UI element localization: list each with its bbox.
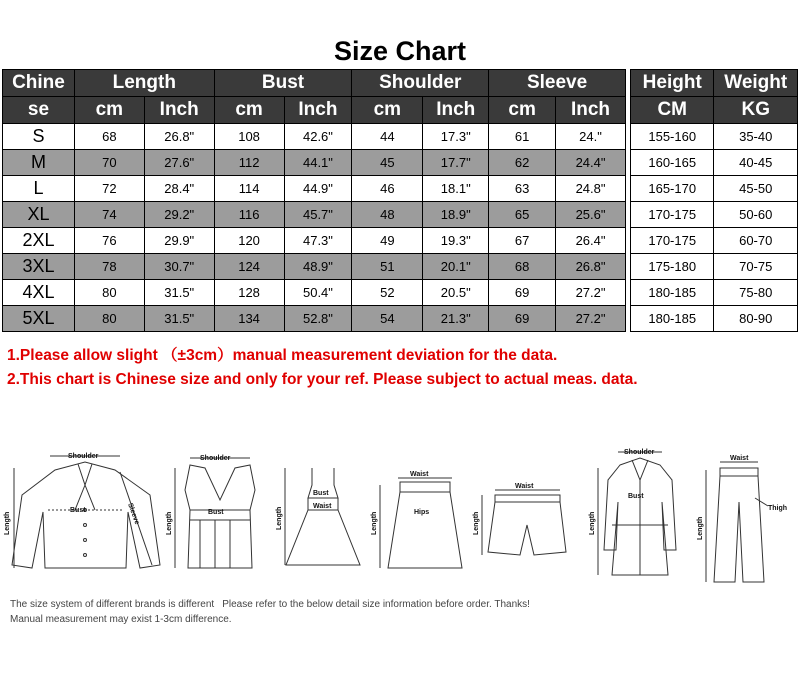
table-cell: 27.6" — [144, 150, 214, 176]
header-unit: Inch — [423, 97, 489, 124]
table-cell: 46 — [352, 176, 423, 202]
table-cell: 26.4" — [556, 228, 626, 254]
table-cell: 69 — [489, 306, 556, 332]
label-bust: Bust — [70, 507, 86, 514]
table-cell: 69 — [489, 280, 556, 306]
table-cell: 17.7" — [423, 150, 489, 176]
table-cell: 28.4" — [144, 176, 214, 202]
table-cell: 17.3" — [423, 124, 489, 150]
table-cell: 47.3" — [284, 228, 352, 254]
skirt-icon — [380, 478, 462, 568]
table-cell: 67 — [489, 228, 556, 254]
footer-line: Manual measurement may exist 1-3cm difference. — [10, 614, 232, 625]
label-length: Length — [276, 506, 283, 530]
table-cell: 120 — [214, 228, 284, 254]
label-length: Length — [473, 511, 480, 535]
table-row — [631, 124, 798, 150]
table-cell: 40-45 — [714, 150, 798, 176]
header-unit: CM — [631, 97, 714, 124]
table-cell: 31.5" — [144, 306, 214, 332]
label-length: Length — [166, 511, 173, 535]
label-shoulder: Shoulder — [624, 449, 655, 456]
table-cell: 114 — [214, 176, 284, 202]
label-sleeve: Sleeve — [126, 502, 141, 526]
header-weight: Weight — [714, 70, 798, 97]
table-row — [3, 228, 626, 254]
table-cell: 42.6" — [284, 124, 352, 150]
table-cell: 180-185 — [631, 280, 714, 306]
table-cell: 50.4" — [284, 280, 352, 306]
note-line: 2.This chart is Chinese size and only for your ref. Please subject to actual meas. data. — [7, 371, 638, 388]
label-length: Length — [371, 511, 378, 535]
table-cell: 170-175 — [631, 202, 714, 228]
label-hips: Hips — [414, 509, 430, 516]
table-cell: 21.3" — [423, 306, 489, 332]
table-cell: 65 — [489, 202, 556, 228]
table-cell: 26.8" — [556, 254, 626, 280]
height-weight-table — [630, 69, 798, 332]
table-row — [631, 228, 798, 254]
table-cell: 80 — [74, 280, 144, 306]
size-cell: 4XL — [3, 280, 75, 306]
table-cell: 74 — [74, 202, 144, 228]
table-cell: 18.9" — [423, 202, 489, 228]
table-cell: 155-160 — [631, 124, 714, 150]
table-row — [631, 280, 798, 306]
table-cell: 29.9" — [144, 228, 214, 254]
table-cell: 51 — [352, 254, 423, 280]
table-cell: 70 — [74, 150, 144, 176]
table-cell: 63 — [489, 176, 556, 202]
table-row — [631, 254, 798, 280]
table-row — [3, 306, 626, 332]
table-row — [3, 150, 626, 176]
table-cell: 48 — [352, 202, 423, 228]
trousers-icon — [706, 462, 768, 582]
page-title: Size Chart — [333, 36, 467, 66]
table-cell: 170-175 — [631, 228, 714, 254]
header-height: Height — [631, 70, 714, 97]
table-row — [631, 150, 798, 176]
header-chinese-size-cont: se — [3, 97, 75, 124]
table-cell: 24.4" — [556, 150, 626, 176]
table-cell: 75-80 — [714, 280, 798, 306]
table-cell: 25.6" — [556, 202, 626, 228]
shorts-icon — [482, 490, 566, 555]
table-cell: 68 — [74, 124, 144, 150]
header-bust: Bust — [214, 70, 352, 97]
table-row — [631, 306, 798, 332]
blouse-icon — [12, 456, 160, 568]
table-cell: 72 — [74, 176, 144, 202]
header-unit: cm — [74, 97, 144, 124]
table-cell: 26.8" — [144, 124, 214, 150]
table-cell: 60-70 — [714, 228, 798, 254]
table-cell: 29.2" — [144, 202, 214, 228]
table-row — [3, 254, 626, 280]
size-cell: 2XL — [3, 228, 75, 254]
table-cell: 44.9" — [284, 176, 352, 202]
size-cell: S — [3, 124, 75, 150]
table-cell: 31.5" — [144, 280, 214, 306]
header-unit: Inch — [284, 97, 352, 124]
table-cell: 165-170 — [631, 176, 714, 202]
table-cell: 180-185 — [631, 306, 714, 332]
header-unit: cm — [489, 97, 556, 124]
footer-line: Please refer to the below detail size information before order. Thanks! — [222, 599, 530, 610]
table-cell: 52.8" — [284, 306, 352, 332]
label-waist: Waist — [313, 503, 332, 510]
header-unit: cm — [214, 97, 284, 124]
label-waist: Waist — [515, 483, 534, 490]
table-cell: 76 — [74, 228, 144, 254]
table-cell: 44 — [352, 124, 423, 150]
label-shoulder: Shoulder — [200, 455, 231, 462]
dress-icon — [285, 468, 360, 565]
label-bust: Bust — [628, 493, 644, 500]
table-row — [3, 280, 626, 306]
header-unit: KG — [714, 97, 798, 124]
header-shoulder: Shoulder — [352, 70, 489, 97]
header-chinese-size: Chine — [3, 70, 75, 97]
table-row — [3, 202, 626, 228]
table-cell: 35-40 — [714, 124, 798, 150]
header-unit: Inch — [144, 97, 214, 124]
label-length: Length — [697, 516, 704, 540]
table-row — [631, 176, 798, 202]
label-shoulder: Shoulder — [68, 453, 99, 460]
table-cell: 20.1" — [423, 254, 489, 280]
label-bust: Bust — [313, 490, 329, 497]
label-bust: Bust — [208, 509, 224, 516]
header-sleeve: Sleeve — [489, 70, 626, 97]
table-cell: 54 — [352, 306, 423, 332]
table-cell: 19.3" — [423, 228, 489, 254]
table-cell: 49 — [352, 228, 423, 254]
table-cell: 80-90 — [714, 306, 798, 332]
footer-notes — [10, 597, 538, 627]
coat-icon — [598, 452, 676, 575]
label-length: Length — [589, 511, 596, 535]
table-cell: 30.7" — [144, 254, 214, 280]
label-waist: Waist — [410, 471, 429, 478]
table-cell: 61 — [489, 124, 556, 150]
table-cell: 62 — [489, 150, 556, 176]
table-cell: 48.9" — [284, 254, 352, 280]
size-cell: L — [3, 176, 75, 202]
label-length: Length — [4, 511, 11, 535]
table-cell: 160-165 — [631, 150, 714, 176]
header-length: Length — [74, 70, 214, 97]
table-cell: 108 — [214, 124, 284, 150]
label-waist: Waist — [730, 455, 749, 462]
table-cell: 124 — [214, 254, 284, 280]
table-cell: 27.2" — [556, 306, 626, 332]
table-cell: 52 — [352, 280, 423, 306]
table-cell: 45.7" — [284, 202, 352, 228]
size-cell: M — [3, 150, 75, 176]
size-cell: 3XL — [3, 254, 75, 280]
table-cell: 175-180 — [631, 254, 714, 280]
table-row — [631, 202, 798, 228]
table-row — [3, 176, 626, 202]
table-cell: 70-75 — [714, 254, 798, 280]
size-table — [2, 69, 626, 332]
garment-illustrations — [0, 440, 800, 590]
notes — [7, 344, 638, 392]
footer-line: The size system of different brands is different — [10, 599, 215, 610]
table-cell: 50-60 — [714, 202, 798, 228]
table-cell: 128 — [214, 280, 284, 306]
table-cell: 68 — [489, 254, 556, 280]
table-cell: 78 — [74, 254, 144, 280]
table-cell: 116 — [214, 202, 284, 228]
size-cell: XL — [3, 202, 75, 228]
table-cell: 24." — [556, 124, 626, 150]
table-cell: 45-50 — [714, 176, 798, 202]
table-cell: 134 — [214, 306, 284, 332]
table-cell: 20.5" — [423, 280, 489, 306]
table-cell: 24.8" — [556, 176, 626, 202]
table-row — [3, 124, 626, 150]
header-unit: Inch — [556, 97, 626, 124]
note-line: 1.Please allow slight （±3cm）manual measurement deviation for the data. — [7, 347, 558, 364]
table-cell: 18.1" — [423, 176, 489, 202]
table-cell: 44.1" — [284, 150, 352, 176]
size-cell: 5XL — [3, 306, 75, 332]
table-cell: 45 — [352, 150, 423, 176]
table-cell: 80 — [74, 306, 144, 332]
header-unit: cm — [352, 97, 423, 124]
table-cell: 112 — [214, 150, 284, 176]
label-thigh: Thigh — [768, 505, 788, 512]
table-cell: 27.2" — [556, 280, 626, 306]
